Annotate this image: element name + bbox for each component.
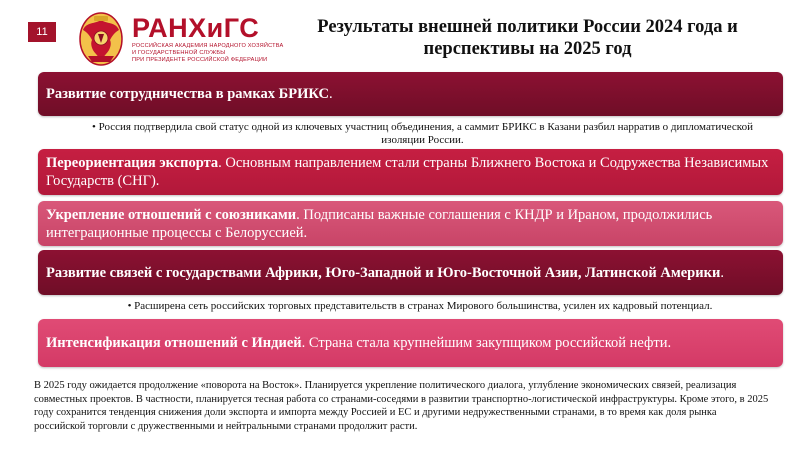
bar-heading: Развитие связей с государствами Африки, Юго-Западной и Юго-Восточной Азии, Латинской Америки: [46, 264, 721, 281]
brand-subtitle-line: РОССИЙСКАЯ АКАДЕМИЯ НАРОДНОГО ХОЗЯЙСТВА: [132, 43, 284, 49]
ranepa-logo: [78, 10, 284, 68]
bar-text: . Страна стала крупнейшим закупщиком российской нефти.: [301, 335, 672, 351]
slide-number: 11: [28, 22, 56, 42]
brand-name: РАНХиГС: [132, 13, 260, 43]
bullet-brics: • Россия подтвердила свой статус одной из ключевых участниц объединения, а саммит БРИКС в Казани разбил нарратив о дипломатической изоляции России.: [92, 121, 753, 146]
brand-subtitle: [132, 43, 302, 64]
brand-subtitle-line: ПРИ ПРЕЗИДЕНТЕ РОССИЙСКОЙ ФЕДЕРАЦИИ: [132, 57, 268, 63]
bar-brics: [38, 72, 783, 116]
bullet-trade-missions: • Расширена сеть российских торговых представительств в странах Мирового большинства, усилен их кадровый потенциал.: [127, 300, 713, 312]
bar-allies: [38, 201, 783, 246]
forecast-paragraph: В 2025 году ожидается продолжение «поворота на Восток». Планируется укрепление политического диалога, углубление экономических связей, реализация совместных проектов. В частности, планируется тесная работа со странами-соседями в развитии транспортно-логистической инфраструктуры. Кроме этого, в 2025 году сохранится тенденция снижения доли экспорта и импорта между Россией и ЕС и другими недружественными странами, в то время как доля рынка российской торговли с дружественными и нейтральными странами продолжит расти.: [34, 380, 769, 432]
bar-text: .: [329, 86, 333, 102]
bar-text: .: [720, 264, 724, 281]
bar-text: . Основным направлением стали страны Ближнего Востока и Содружества Независимых Государств (СНГ).: [46, 155, 769, 189]
eagle-emblem-icon: [78, 10, 124, 68]
bar-export: [38, 149, 783, 195]
bar-text: . Подписаны важные соглашения с КНДР и Ираном, продолжились интеграционные процессы с Белоруссией.: [46, 206, 713, 241]
bar-heading: Развитие сотрудничества в рамках БРИКС: [46, 86, 330, 102]
bar-heading: Переориентация экспорта: [46, 155, 219, 171]
bar-india: [38, 319, 783, 367]
brand-subtitle-line: И ГОСУДАРСТВЕННОЙ СЛУЖБЫ: [132, 50, 226, 56]
bar-heading: Укрепление отношений с союзниками: [46, 206, 297, 223]
bar-heading: Интенсификация отношений с Индией: [46, 335, 302, 351]
bar-global-south: [38, 250, 783, 295]
slide-title: Результаты внешней политики России 2024 года и перспективы на 2025 год: [317, 17, 738, 59]
